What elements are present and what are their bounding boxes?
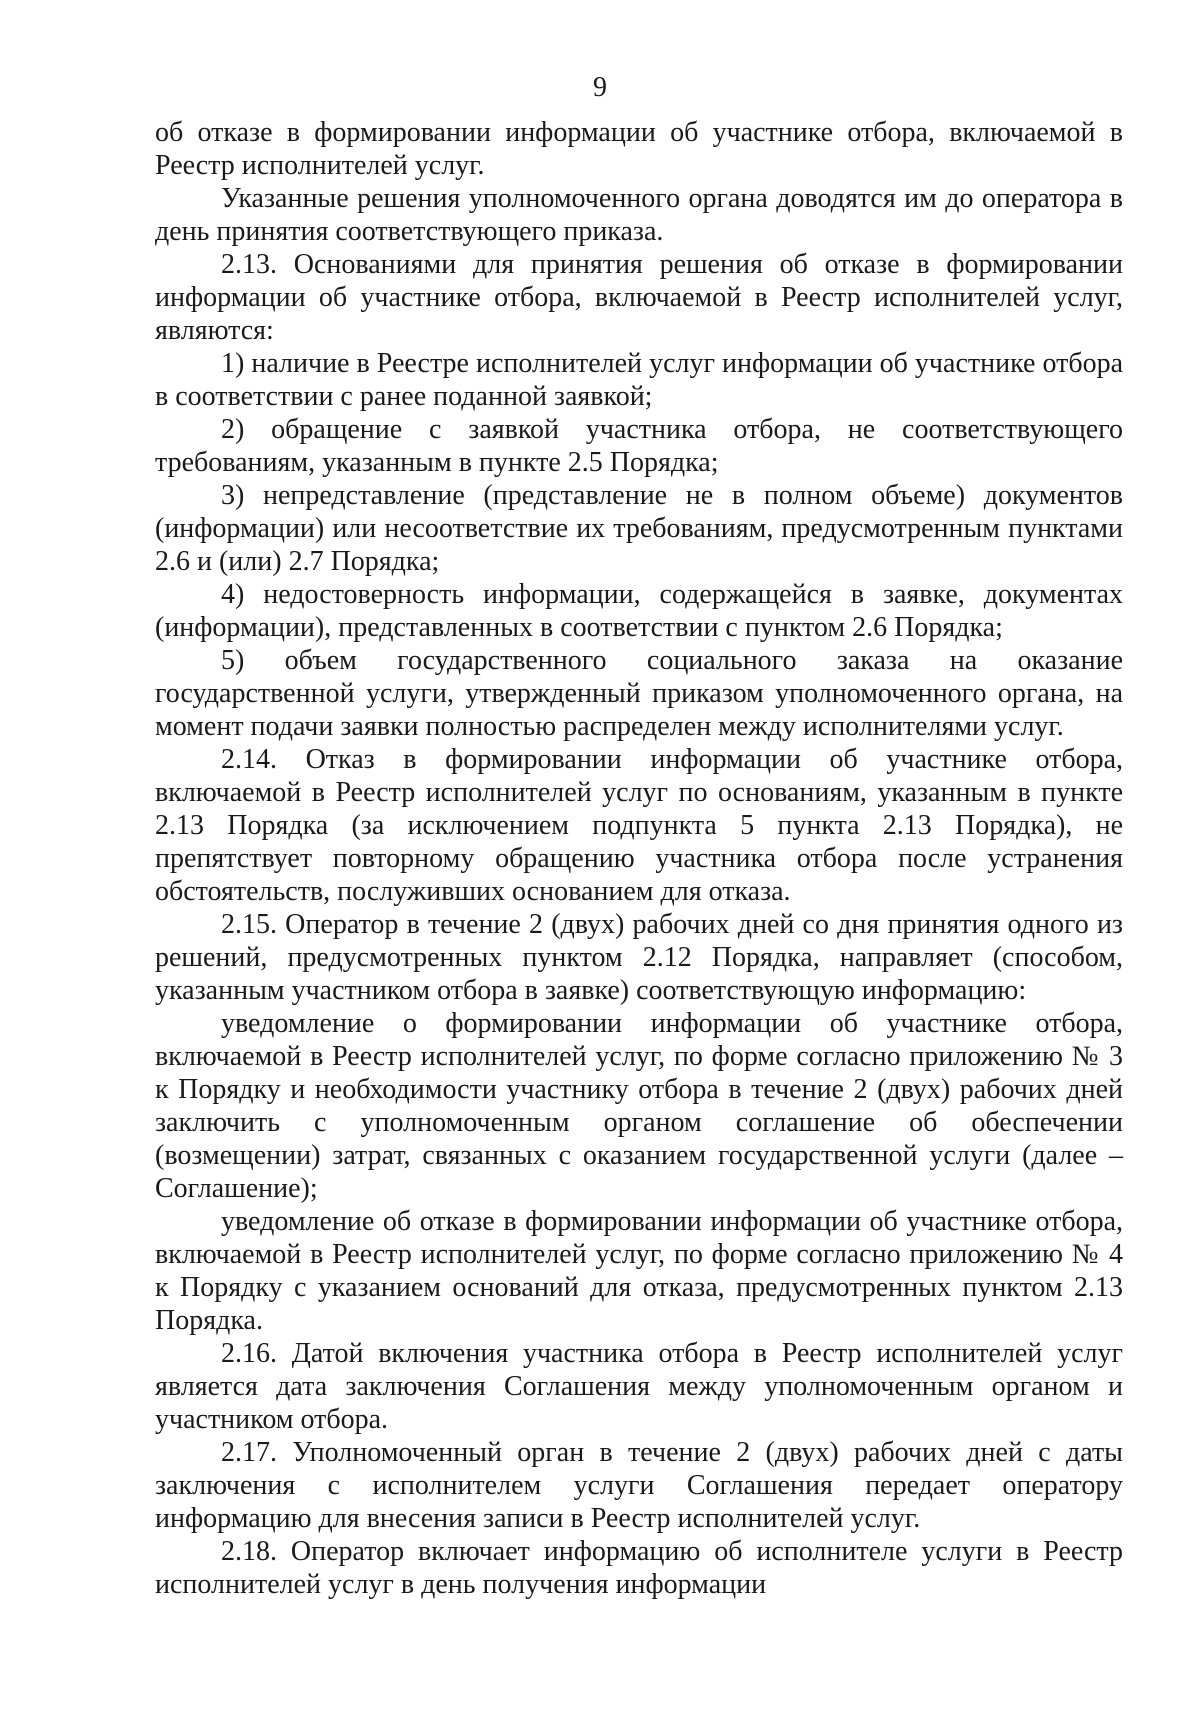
paragraph-2-13-item-2: 2) обращение с заявкой участника отбора, не соответствующего требованиям, указанным в пункте 2.5 Порядка; <box>155 414 1123 478</box>
paragraph-2-14: 2.14. Отказ в формировании информации об участнике отбора, включаемой в Реестр исполнителей услуг по основаниям, указанным в пункте 2.13 Порядка (за исключением подпункта 5 пункта 2.13 Порядка), не препятствует повторному обращению участника отбора после устранения обстоятельств, послуживших основанием для отказа. <box>155 744 1123 907</box>
page-number: 9 <box>593 72 607 103</box>
paragraph-2-15-notice-formation: уведомление о формировании информации об участнике отбора, включаемой в Реестр исполнителей услуг, по форме согласно приложению № 3 к Порядку и необходимости участнику отбора в течение 2 (двух) рабочих дней заключить с уполномоченным органом соглашение об обеспечении (возмещении) затрат, связанных с оказанием государственной услуги (далее – Соглашение); <box>155 1008 1123 1204</box>
paragraph-2-13: 2.13. Основаниями для принятия решения об отказе в формировании информации об участнике отбора, включаемой в Реестр исполнителей услуг, являются: <box>155 249 1123 346</box>
paragraph-2-16: 2.16. Датой включения участника отбора в Реестр исполнителей услуг является дата заключения Соглашения между уполномоченным органом и участником отбора. <box>155 1338 1123 1435</box>
paragraph-2-15: 2.15. Оператор в течение 2 (двух) рабочих дней со дня принятия одного из решений, предусмотренных пунктом 2.12 Порядка, направляет (способом, указанным участником отбора в заявке) соответствующую информацию: <box>155 909 1123 1006</box>
paragraph-2-13-item-1: 1) наличие в Реестре исполнителей услуг информации об участнике отбора в соответствии с ранее поданной заявкой; <box>155 348 1123 412</box>
paragraph-2-13-item-3: 3) непредставление (представление не в полном объеме) документов (информации) или несоответствие их требованиям, предусмотренным пунктами 2.6 и (или) 2.7 Порядка; <box>155 480 1123 577</box>
paragraph-2-18: 2.18. Оператор включает информацию об исполнителе услуги в Реестр исполнителей услуг в день получения информации <box>155 1536 1123 1600</box>
paragraph-2-17: 2.17. Уполномоченный орган в течение 2 (двух) рабочих дней с даты заключения с исполнителем услуги Соглашения передает оператору информацию для внесения записи в Реестр исполнителей услуг. <box>155 1437 1123 1534</box>
paragraph-2-13-item-4: 4) недостоверность информации, содержащейся в заявке, документах (информации), представленных в соответствии с пунктом 2.6 Порядка; <box>155 579 1123 643</box>
paragraph-continuation: об отказе в формировании информации об участнике отбора, включаемой в Реестр исполнителей услуг. <box>155 117 1123 181</box>
paragraph-2-13-item-5: 5) объем государственного социального заказа на оказание государственной услуги, утвержденный приказом уполномоченного органа, на момент подачи заявки полностью распределен между исполнителями услуг. <box>155 645 1123 742</box>
paragraph-2-15-notice-refusal: уведомление об отказе в формировании информации об участнике отбора, включаемой в Реестр исполнителей услуг, по форме согласно приложению № 4 к Порядку с указанием оснований для отказа, предусмотренных пунктом 2.13 Порядка. <box>155 1206 1123 1336</box>
document-body <box>155 116 1123 1601</box>
paragraph-decisions-notice: Указанные решения уполномоченного органа доводятся им до оператора в день принятия соответствующего приказа. <box>155 183 1123 247</box>
